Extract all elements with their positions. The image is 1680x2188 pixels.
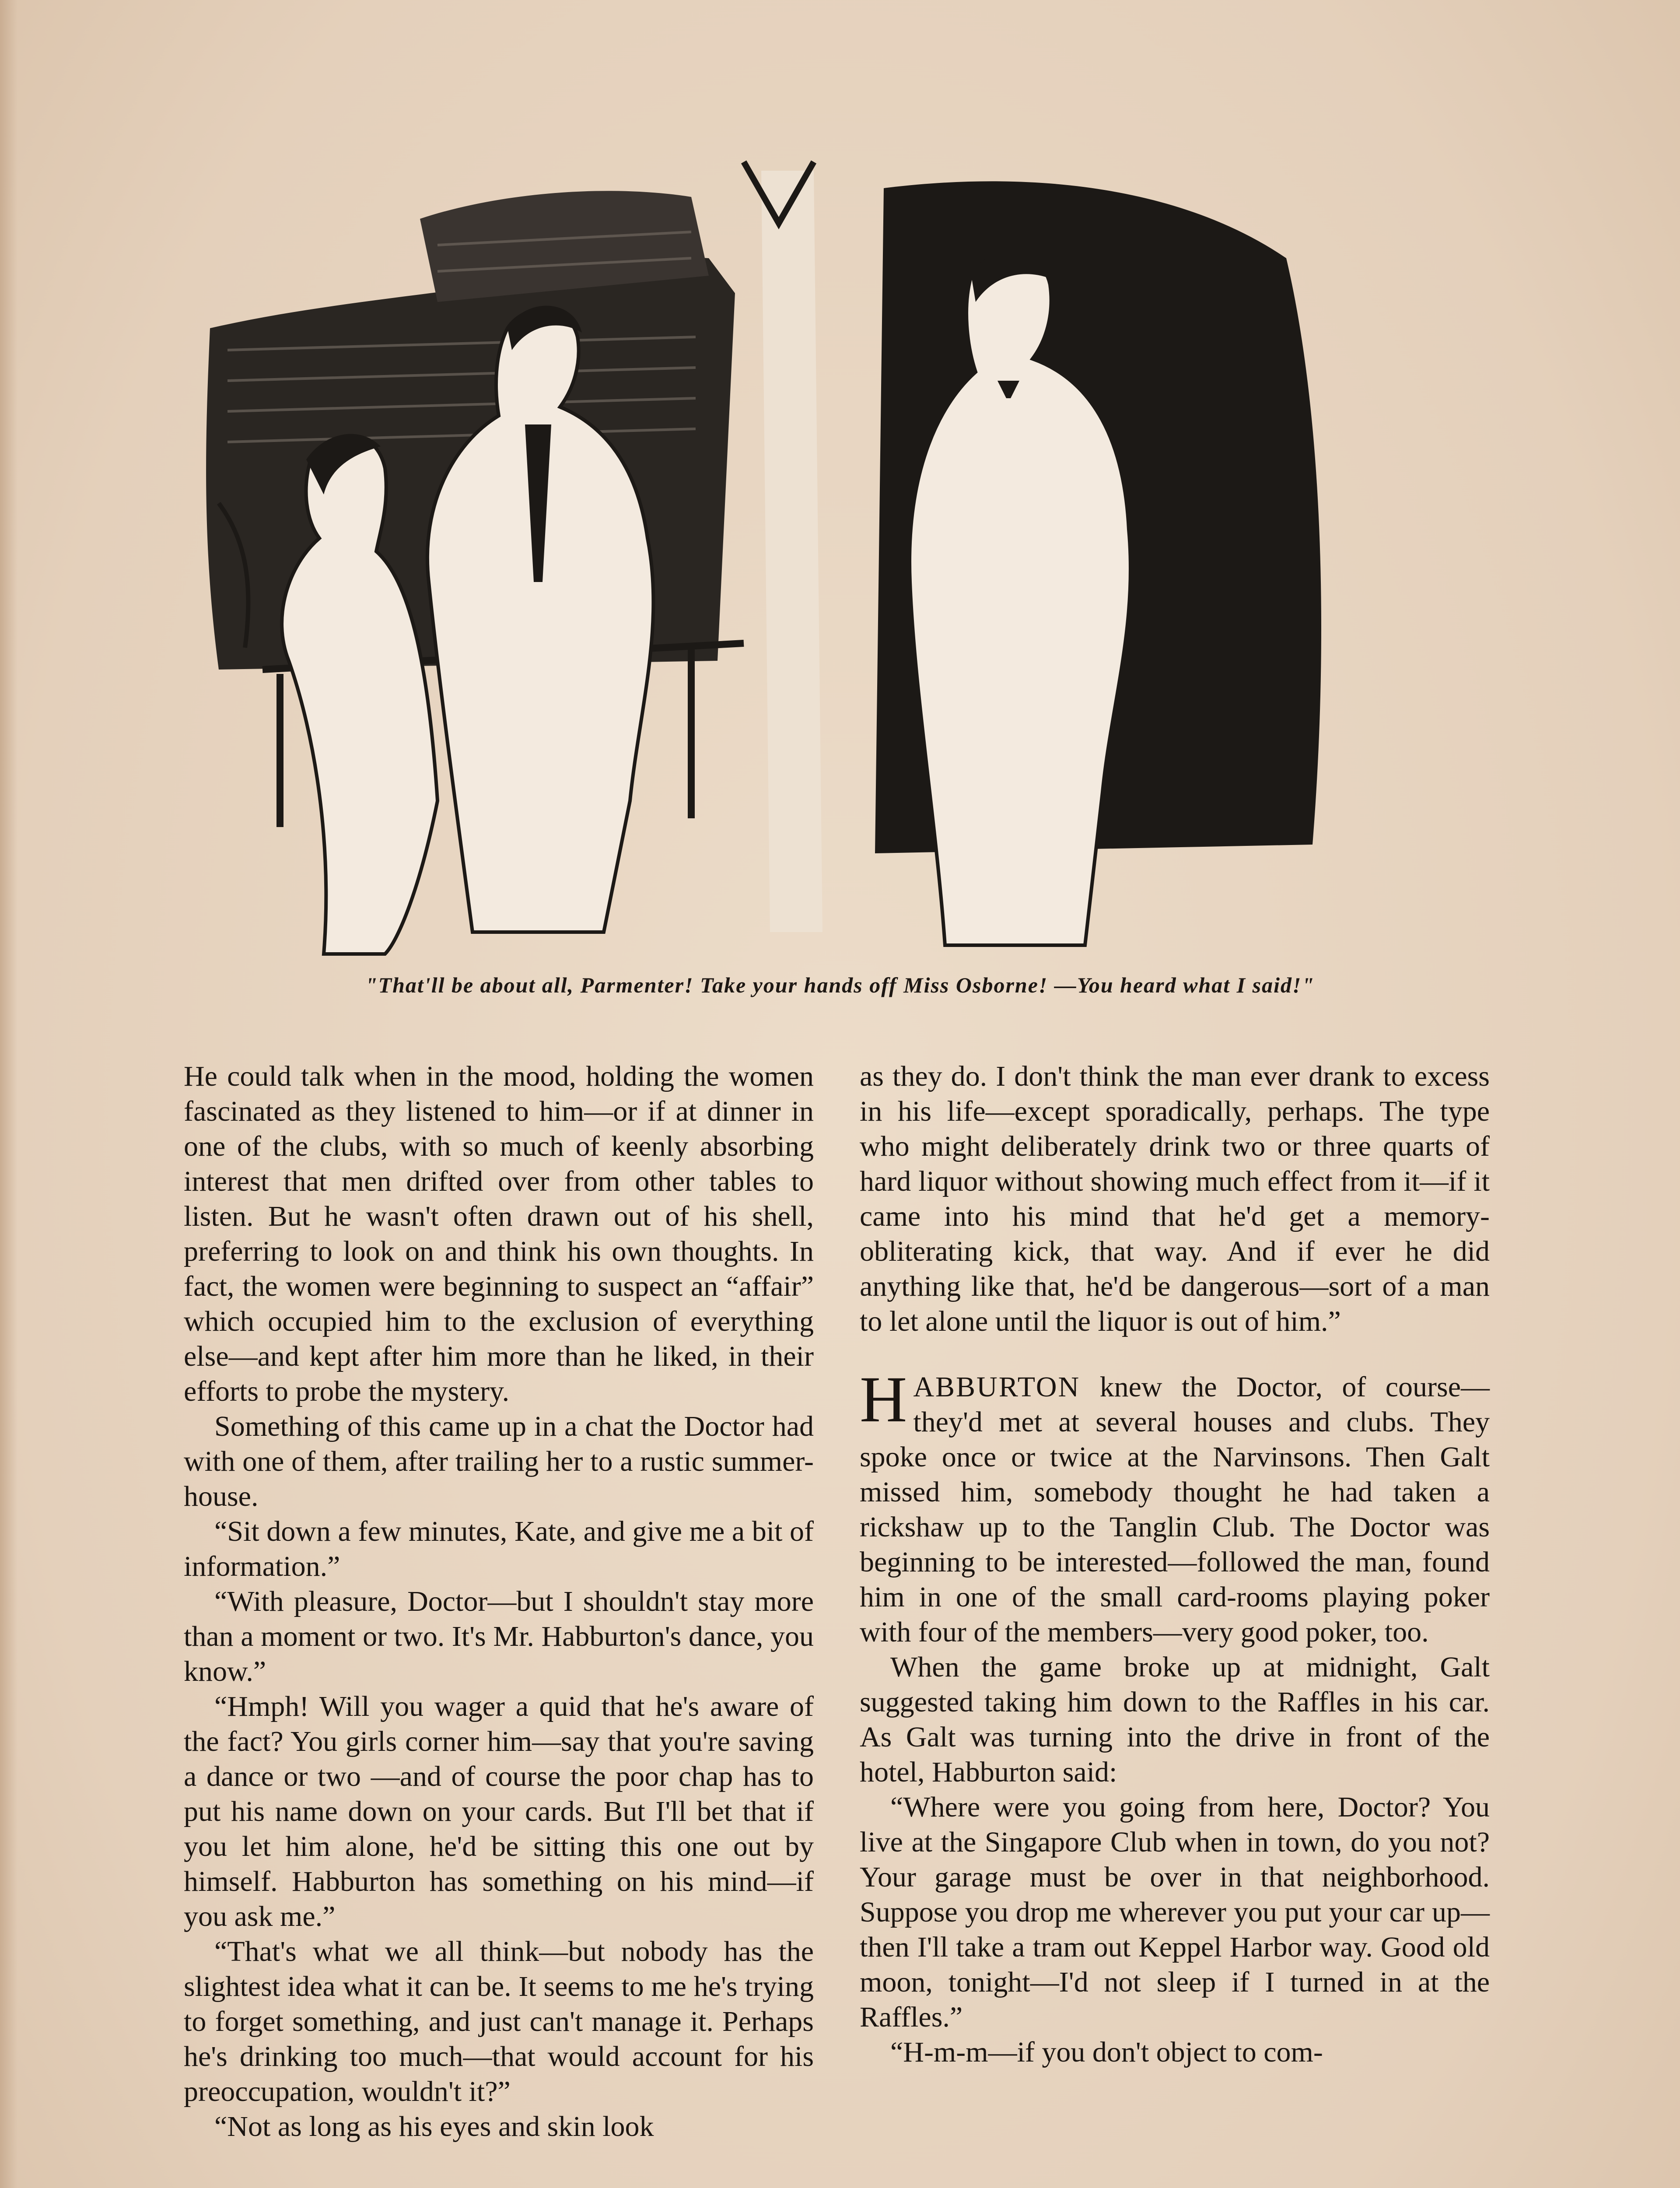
paragraph: Something of this came up in a chat the Doctor had with one of them, after trailing her to a rustic summer-house. [184,1410,814,1512]
paragraph: “Not as long as his eyes and skin look [214,2111,654,2142]
page-edge-shadow [0,0,18,2188]
section-text: knew the Doctor, of course—they'd met at several houses and clubs. They spoke once or twice at the Narvinsons. Then Galt missed him, somebody thought he had taken a rickshaw up to the Tanglin Club. The Doctor was beginning to be interested—followed the man, found him in one of the small card-rooms playing poker with four of the members—very good poker, too. [860,1371,1490,1648]
section-opening-paragraph [860,1363,1490,1650]
paragraph: “Where were you going from here, Doctor? You live at the Singapore Club when in town, do you not? Your garage must be over in that neighborhood. Suppose you drop me wherever you put your car up—then I'll take a tram out Keppel Harbor way. Good old moon, tonight—I'd not sleep if I turned in at the Raffles.” [860,1791,1490,2033]
paragraph: He could talk when in the mood, holding the women fascinated as they listened to him—or if at dinner in one of the clubs, with so much of keenly absorbing interest that men drifted over from other tables to listen. But he wasn't often drawn out of his shell, preferring to look on and think his own thoughts. In fact, the women were beginning to suspect an “affair” which occupied him to the exclusion of everything else—and kept after him more than he liked, in their efforts to probe the mystery. [184,1060,814,1407]
ink-drawing [192,144,1348,967]
text-column-left [184,1059,814,2144]
paragraph: “That's what we all think—but nobody has the slightest idea what it can be. It seems to me he's trying to forget something, and just can't manage it. Perhaps he's drinking too much—that would account for his preoccupation, wouldn't it?” [184,1936,814,2107]
drop-cap-word: ABBURTON [913,1371,1081,1403]
text-column-right [860,1059,1490,2070]
story-illustration [192,144,1348,967]
illustration-caption: "That'll be about all, Parmenter! Take your hands off Miss Osborne! —You heard what I said!" [365,973,1315,997]
paragraph: “With pleasure, Doctor—but I shouldn't stay more than a moment or two. It's Mr. Habburton's dance, you know.” [184,1585,814,1687]
paragraph: as they do. I don't think the man ever drank to excess in his life—except sporadically, perhaps. The type who might deliberately drink two or three quarts of hard liquor without showing much effect from it—if it came into his mind that he'd get a memory-obliterating kick, that way. And if ever he did anything like that, he'd be dangerous—sort of a man to let alone until the liquor is out of him.” [860,1060,1490,1337]
paragraph: “Sit down a few minutes, Kate, and give me a bit of information.” [184,1515,814,1582]
paragraph: “Hmph! Will you wager a quid that he's aware of the fact? You girls corner him—say that you're saving a dance or two —and of course the poor chap has to put his name down on your cards. But I'll bet that if you let him alone, he'd be sitting this one out by himself. Habburton has something on his mind—if you ask me.” [184,1690,814,1932]
drop-cap: H [860,1363,907,1436]
paragraph: When the game broke up at midnight, Galt suggested taking him down to the Raffles in his car. As Galt was turning into the drive in front of the hotel, Habburton said: [860,1651,1490,1788]
paragraph: “H-m-m—if you don't object to com- [890,2036,1323,2068]
